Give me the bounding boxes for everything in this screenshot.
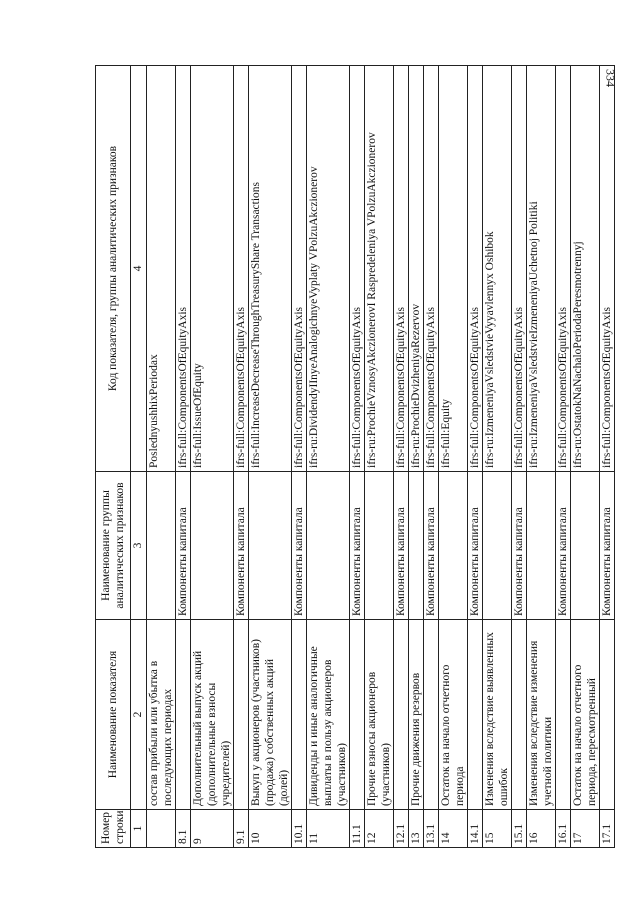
indicator-name-cell: Изменения вследствие изменения учетной политики xyxy=(527,620,556,810)
table-row xyxy=(571,66,600,848)
code-cell: ifrs-full:ComponentsOfEquityAxis xyxy=(394,66,409,472)
indicator-name-cell: Прочие взносы акционеров (участников) xyxy=(365,620,394,810)
code-cell: ifrs-full:ComponentsOfEquityAxis xyxy=(234,66,249,472)
code-cell: ifrs-full:ComponentsOfEquityAxis xyxy=(512,66,527,472)
indicator-name-cell xyxy=(394,620,409,810)
header-row xyxy=(96,66,131,848)
code-cell: ifrs-full:Equity xyxy=(439,66,468,472)
indicator-name-cell: состав прибыли или убытка в последующих периодах xyxy=(147,620,176,810)
table-row xyxy=(394,66,409,848)
group-name-cell xyxy=(249,472,292,620)
row-number-cell: 16 xyxy=(527,810,556,848)
group-name-cell xyxy=(571,472,600,620)
header-row-number: Номер строки xyxy=(96,810,131,848)
table-row xyxy=(191,66,234,848)
table-row xyxy=(234,66,249,848)
table-row xyxy=(424,66,439,848)
group-name-cell: Компоненты капитала xyxy=(394,472,409,620)
table-row xyxy=(409,66,424,848)
row-number-cell: 15.1 xyxy=(512,810,527,848)
group-name-cell: Компоненты капитала xyxy=(512,472,527,620)
row-number-cell: 8.1 xyxy=(176,810,191,848)
code-cell: ifrs-ru:OstatokNaNachaloPeriodaPeresmotrennyj xyxy=(571,66,600,472)
row-number-cell: 14.1 xyxy=(468,810,483,848)
group-name-cell: Компоненты капитала xyxy=(424,472,439,620)
table-row xyxy=(176,66,191,848)
row-number-cell: 13 xyxy=(409,810,424,848)
code-cell: ifrs-full:ComponentsOfEquityAxis xyxy=(468,66,483,472)
row-number-cell: 15 xyxy=(483,810,512,848)
group-name-cell: Компоненты капитала xyxy=(350,472,365,620)
table-row xyxy=(249,66,292,848)
table-row xyxy=(483,66,512,848)
header-number-2: 2 xyxy=(131,620,147,810)
table-row xyxy=(147,66,176,848)
table-row xyxy=(468,66,483,848)
group-name-cell xyxy=(365,472,394,620)
table-row xyxy=(527,66,556,848)
row-number-cell: 17.1 xyxy=(600,810,615,848)
code-cell: ifrs-full:ComponentsOfEquityAxis xyxy=(600,66,615,472)
indicator-name-cell xyxy=(600,620,615,810)
row-number-cell: 12 xyxy=(365,810,394,848)
header-group-name: Наименование группы аналитических признаков xyxy=(96,472,131,620)
indicator-name-cell xyxy=(424,620,439,810)
indicator-name-cell xyxy=(350,620,365,810)
indicator-name-cell xyxy=(176,620,191,810)
indicator-name-cell xyxy=(556,620,571,810)
row-number-cell: 10.1 xyxy=(292,810,307,848)
indicator-name-cell: Дополнительный выпуск акций (дополнительные взносы учредителей) xyxy=(191,620,234,810)
group-name-cell xyxy=(191,472,234,620)
row-number-cell: 16.1 xyxy=(556,810,571,848)
header-number-4: 4 xyxy=(131,66,147,472)
row-number-cell: 11.1 xyxy=(350,810,365,848)
row-number-cell: 17 xyxy=(571,810,600,848)
code-cell: PoslednyushhixPeriodax xyxy=(147,66,176,472)
table-row xyxy=(365,66,394,848)
page-number-text: 334 xyxy=(603,69,618,87)
indicator-name-cell: Дивиденды и иные аналогичные выплаты в пользу акционеров (участников) xyxy=(307,620,350,810)
group-name-cell: Компоненты капитала xyxy=(556,472,571,620)
code-cell: ifrs-full:ComponentsOfEquityAxis xyxy=(424,66,439,472)
code-cell: ifrs-ru:ProchieVznosyAkczionerovI Raspredeleniya VPolzuAkczionerov xyxy=(365,66,394,472)
code-cell: ifrs-full:ComponentsOfEquityAxis xyxy=(350,66,365,472)
table-row xyxy=(512,66,527,848)
table-row xyxy=(439,66,468,848)
code-cell: ifrs-ru:DividendyIInyeAnalogichnyeVyplaty VPolzuAkczionerov xyxy=(307,66,350,472)
indicator-name-cell: Выкуп у акционеров (участников) (продажа) собственных акций (долей) xyxy=(249,620,292,810)
table-row xyxy=(556,66,571,848)
group-name-cell xyxy=(147,472,176,620)
group-name-cell: Компоненты капитала xyxy=(234,472,249,620)
header-indicator-name: Наименование показателя xyxy=(96,620,131,810)
code-cell: ifrs-ru:IzmeneniyaVsledstvieIzmeneniyaUchetnoj Politiki xyxy=(527,66,556,472)
table-header xyxy=(96,66,147,848)
group-name-cell xyxy=(409,472,424,620)
header-number-1: 1 xyxy=(131,810,147,848)
header-numbers-row xyxy=(131,66,147,848)
indicator-name-cell: Изменения вследствие выявленных ошибок xyxy=(483,620,512,810)
header-code: Код показателя, группы аналитических признаков xyxy=(96,66,131,472)
row-number-cell: 9 xyxy=(191,810,234,848)
table-body xyxy=(147,66,615,848)
code-cell: ifrs-ru:ProchieDvizheniyaRezervov xyxy=(409,66,424,472)
row-number-cell: 10 xyxy=(249,810,292,848)
indicator-name-cell: Прочие движения резервов xyxy=(409,620,424,810)
row-number-cell: 13.1 xyxy=(424,810,439,848)
code-cell: ifrs-full:IssueOfEquity xyxy=(191,66,234,472)
code-cell: ifrs-full:IncreaseDecreaseThroughTreasuryShare Transactions xyxy=(249,66,292,472)
indicator-name-cell xyxy=(468,620,483,810)
group-name-cell: Компоненты капитала xyxy=(176,472,191,620)
row-number-cell: 11 xyxy=(307,810,350,848)
table-row xyxy=(600,66,615,848)
code-cell: ifrs-ru:IzmeneniyaVsledstvieVyyavlennyx Oshibok xyxy=(483,66,512,472)
table-row xyxy=(292,66,307,848)
row-number-cell: 14 xyxy=(439,810,468,848)
code-cell: ifrs-full:ComponentsOfEquityAxis xyxy=(176,66,191,472)
code-cell: ifrs-full:ComponentsOfEquityAxis xyxy=(556,66,571,472)
group-name-cell xyxy=(307,472,350,620)
indicator-name-cell xyxy=(234,620,249,810)
indicator-name-cell: Остаток на начало отчетного периода, пересмотренный xyxy=(571,620,600,810)
group-name-cell: Компоненты капитала xyxy=(468,472,483,620)
table-row xyxy=(307,66,350,848)
code-cell: ifrs-full:ComponentsOfEquityAxis xyxy=(292,66,307,472)
row-number-cell xyxy=(147,810,176,848)
row-number-cell: 12.1 xyxy=(394,810,409,848)
group-name-cell xyxy=(527,472,556,620)
group-name-cell: Компоненты капитала xyxy=(600,472,615,620)
row-number-cell: 9.1 xyxy=(234,810,249,848)
group-name-cell xyxy=(483,472,512,620)
indicator-name-cell xyxy=(512,620,527,810)
group-name-cell: Компоненты капитала xyxy=(292,472,307,620)
indicator-name-cell: Остаток на начало отчетного периода xyxy=(439,620,468,810)
indicator-table xyxy=(95,65,615,848)
table-row xyxy=(350,66,365,848)
indicator-name-cell xyxy=(292,620,307,810)
group-name-cell xyxy=(439,472,468,620)
header-number-3: 3 xyxy=(131,472,147,620)
